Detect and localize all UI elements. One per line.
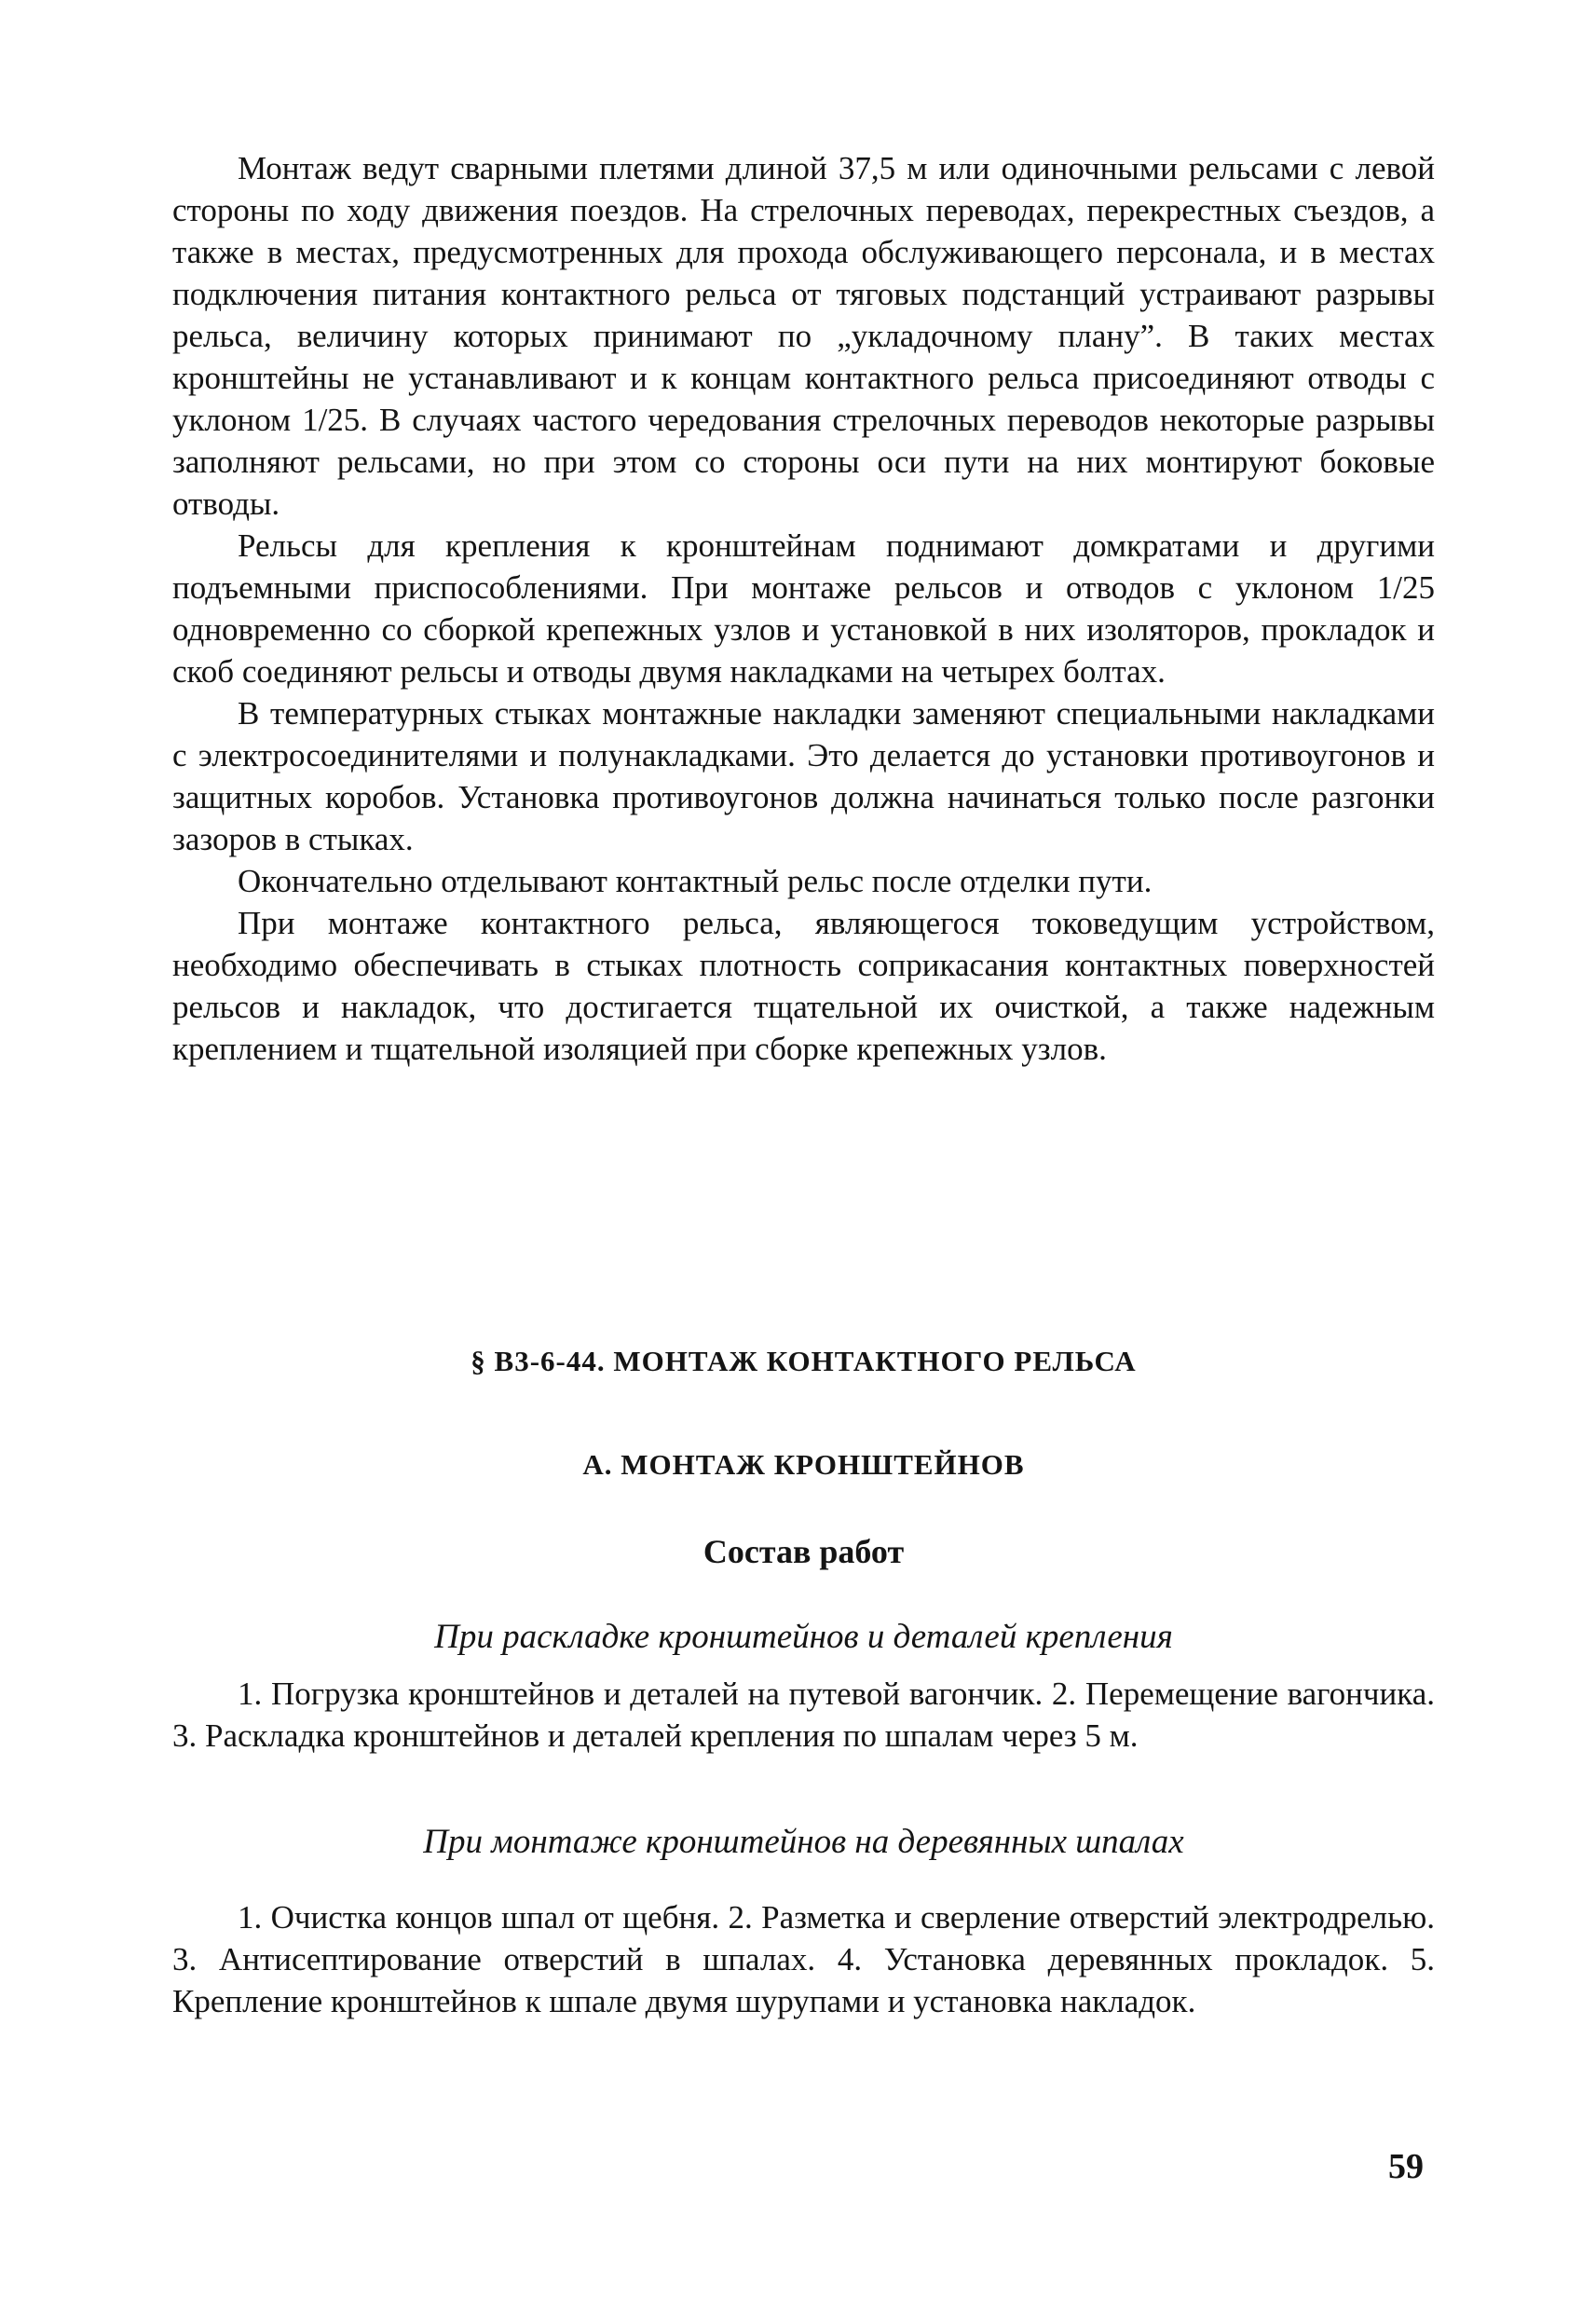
subsection-heading: А. МОНТАЖ КРОНШТЕЙНОВ	[582, 1448, 1025, 1481]
paragraph-final-finishing: Окончательно отделывают контактный рельс после отделки пути.	[238, 863, 1153, 899]
mounting-subheading: При монтаже кронштейнов на деревянных шпалах	[423, 1823, 1184, 1861]
mounting-steps: 1. Очистка концов шпал от щебня. 2. Разметка и сверление отверстий электродрелью. 3. Антисептирование отверстий в шпалах. 4. Установка деревянных прокладок. 5. Крепление кронштейнов к шпале двумя шурупами и установка накладок.	[172, 1899, 1435, 2019]
layout-subheading: При раскладке кронштейнов и деталей крепления	[434, 1618, 1173, 1656]
paragraph-temperature-joints: В температурных стыках монтажные накладки заменяют специальными накладками с электросоединителями и полунакладками. Это делается до установки противоугонов и защитных коробов. Установка противоугонов должна начинаться только после разгонки зазоров в стыках.	[172, 695, 1435, 857]
layout-steps: 1. Погрузка кронштейнов и деталей на путевой вагончик. 2. Перемещение вагончика. 3. Раскладка кронштейнов и деталей крепления по шпалам через 5 м.	[172, 1676, 1435, 1754]
intro-text-block	[172, 147, 1435, 1070]
section-heading: § В3-6-44. МОНТАЖ КОНТАКТНОГО РЕЛЬСА	[471, 1345, 1137, 1377]
paragraph-rail-lifting: Рельсы для крепления к кронштейнам поднимают домкратами и другими подъемными приспособлениями. При монтаже рельсов и отводов с уклоном 1/25 одновременно со сборкой крепежных узлов и установкой в них изоляторов, прокладок и скоб соединяют рельсы и отводы двумя накладками на четырех болтах.	[172, 527, 1435, 690]
paragraph-contact-density: При монтаже контактного рельса, являющегося токоведущим устройством, необходимо обеспечивать в стыках плотность соприкасания контактных поверхностей рельсов и накладок, что достигается тщательной их очисткой, а также надежным креплением и тщательной изоляцией при сборке крепежных узлов.	[172, 905, 1435, 1067]
mounting-steps-block	[172, 1896, 1435, 2022]
paragraph-mounting-method: Монтаж ведут сварными плетями длиной 37,5 м или одиночными рельсами с левой стороны по ходу движения поездов. На стрелочных переводах, перекрестных съездов, а также в местах, предусмотренных для прохода обслуживающего персонала, и в местах подключения питания контактного рельса от тяговых подстанций устраивают разрывы рельса, величину которых принимают по „укладочному плану”. В таких местах кронштейны не устанавливают и к концам контактного рельса присоединяют отводы с уклоном 1/25. В случаях частого чередования стрелочных переводов некоторые разрывы заполняют рельсами, но при этом со стороны оси пути на них монтируют боковые отводы.	[172, 150, 1435, 522]
composition-heading: Состав работ	[703, 1533, 905, 1570]
layout-steps-block	[172, 1673, 1435, 1757]
page-number: 59	[1388, 2147, 1424, 2186]
